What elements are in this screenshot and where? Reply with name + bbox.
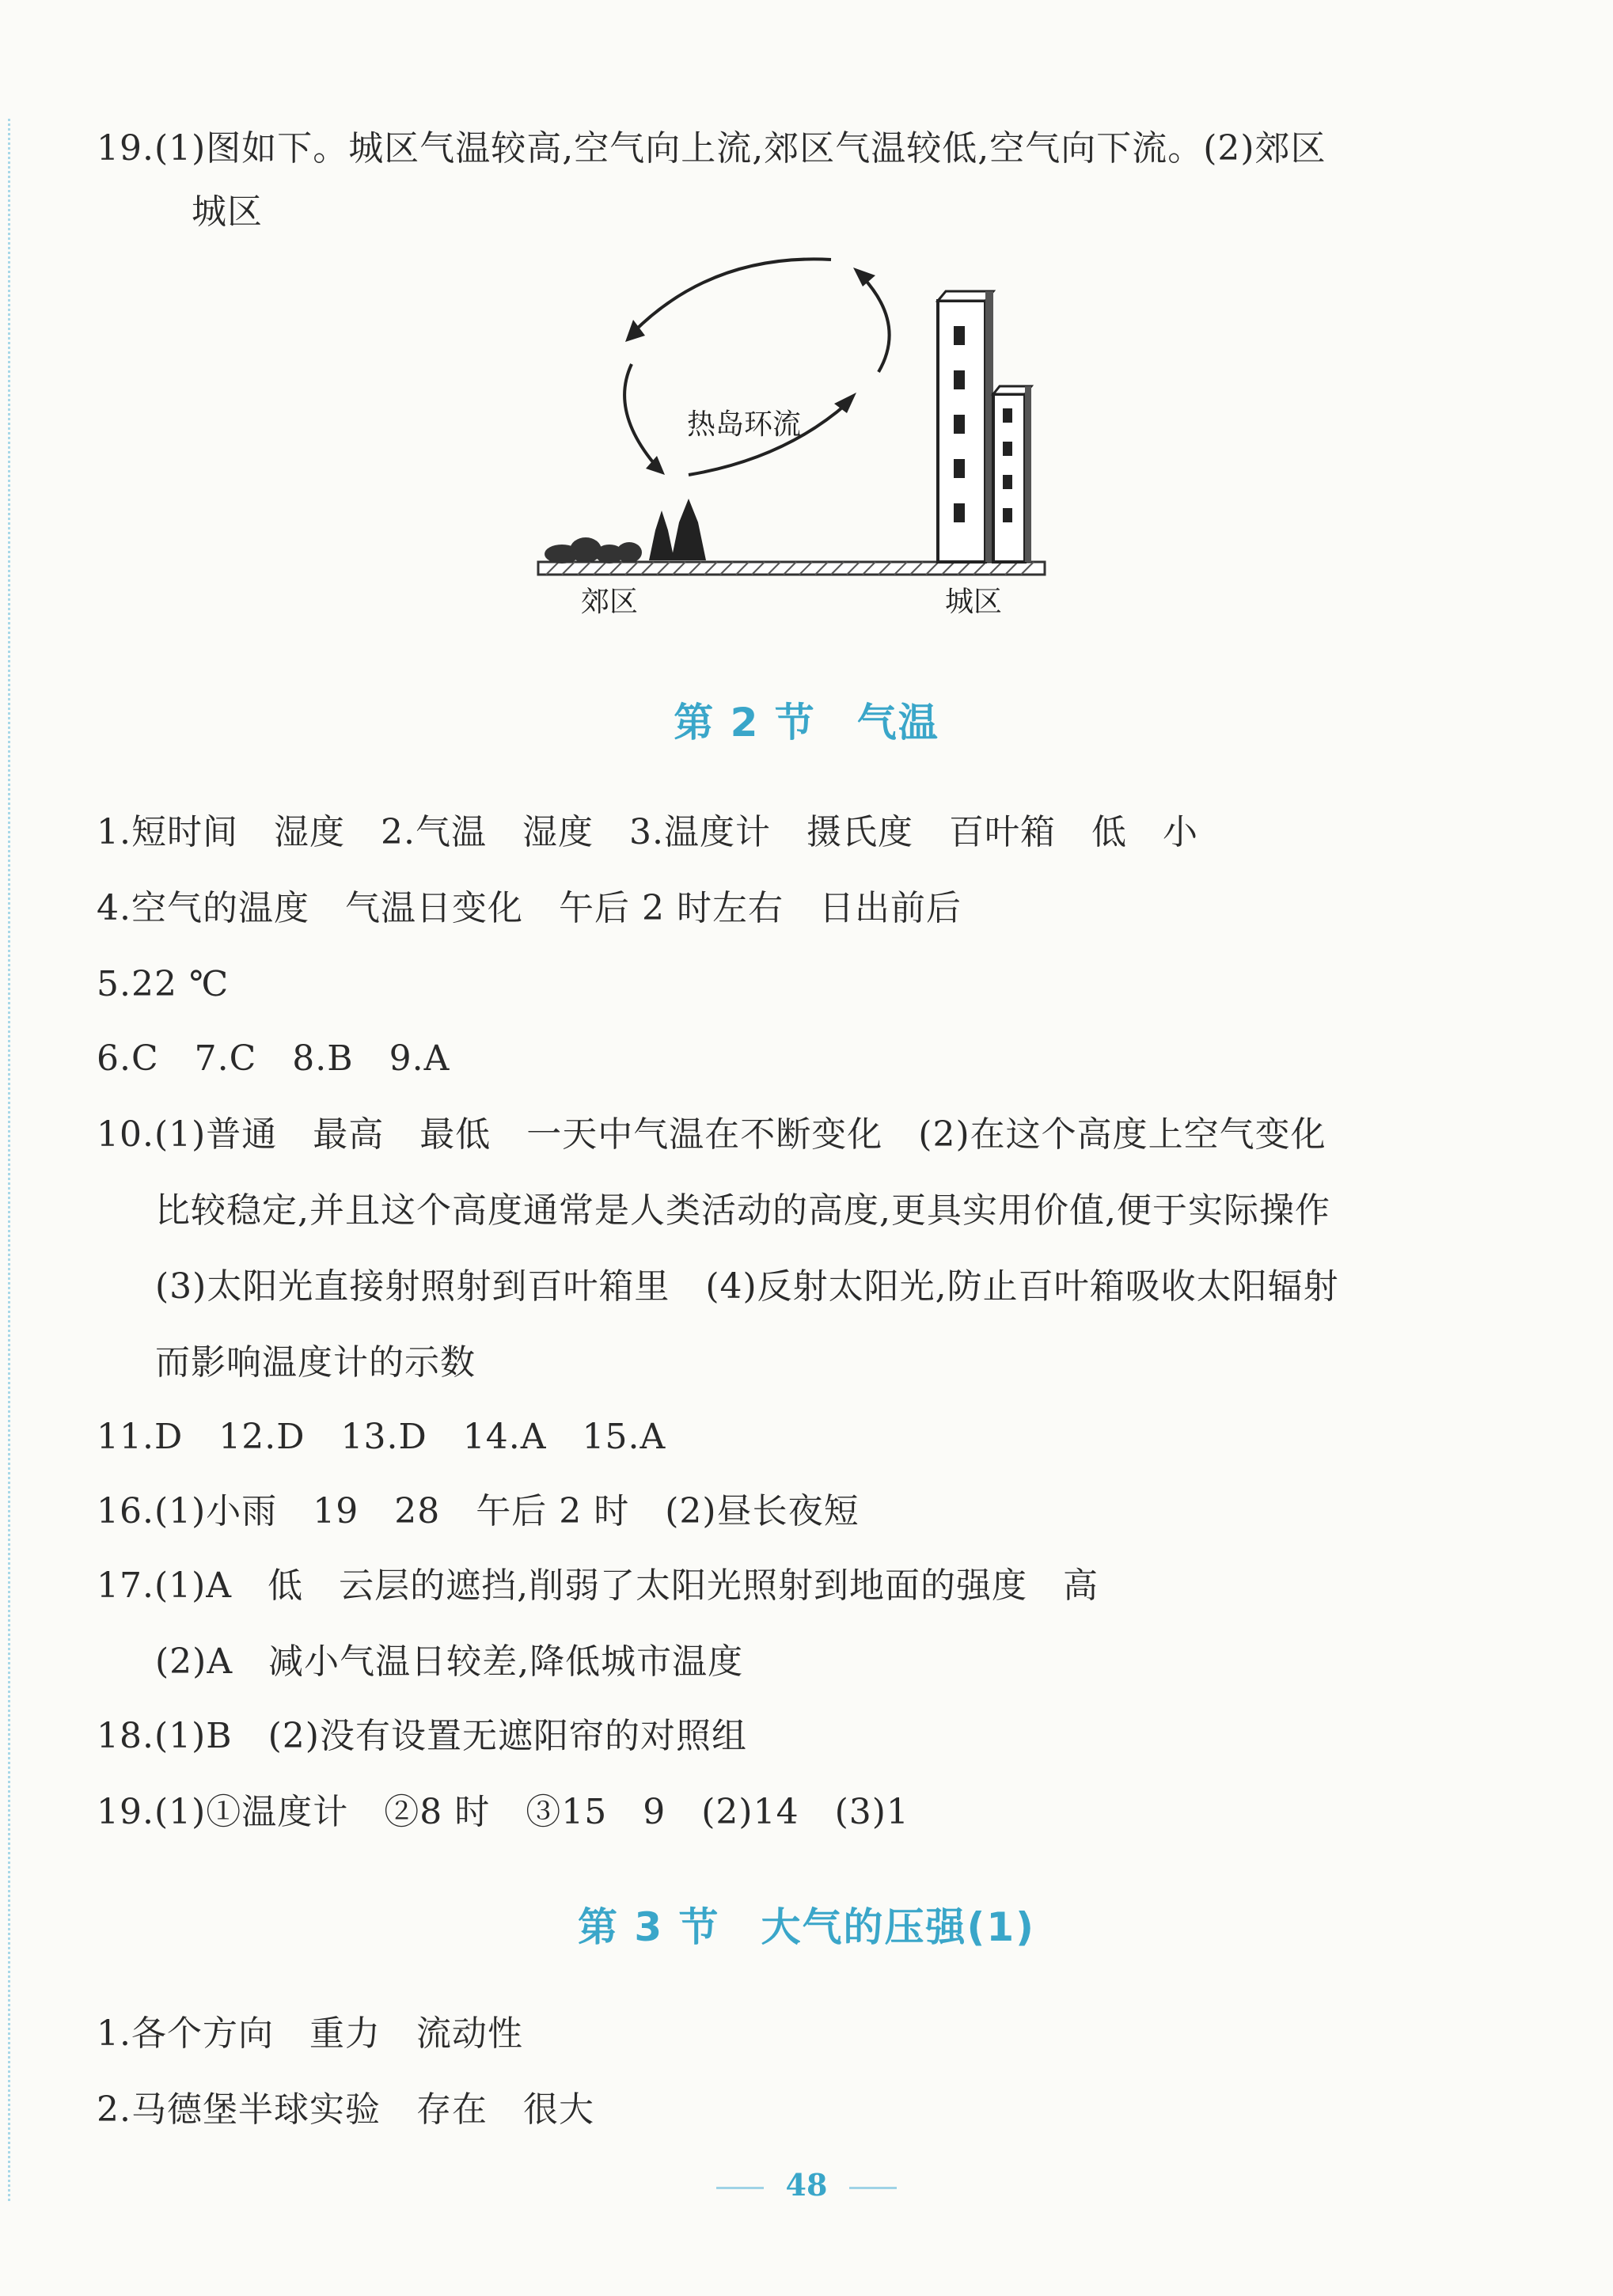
diagram-left-label: 郊区 bbox=[580, 586, 639, 618]
q19-line-1: 19.(1)图如下。城区气温较高,空气向上流,郊区气温较低,空气向下流。(2)郊区 bbox=[97, 128, 1326, 169]
short-building bbox=[993, 386, 1031, 562]
s2-line: 4.空气的温度 气温日变化 午后 2 时左右 日出前后 bbox=[97, 888, 962, 928]
page-number: 48 bbox=[785, 2167, 828, 2203]
heat-island-diagram bbox=[530, 237, 1068, 633]
s2-line: 而影响温度计的示数 bbox=[155, 1342, 476, 1383]
tree-icon bbox=[649, 499, 706, 560]
s2-line: 6.C 7.C 8.B 9.A bbox=[97, 1038, 450, 1079]
q19-line-2: 城区 bbox=[192, 192, 263, 232]
diagram-center-label: 热岛环流 bbox=[686, 408, 802, 441]
shrub-icon bbox=[545, 537, 642, 564]
circulation-arrows bbox=[624, 259, 890, 475]
s2-line: 5.22 ℃ bbox=[97, 964, 230, 1004]
margin-dotted-line bbox=[8, 119, 15, 2201]
s2-line: 19.(1)①温度计 ②8 时 ③15 9 (2)14 (3)1 bbox=[97, 1792, 909, 1832]
section-3-heading: 第 3 节 大气的压强(1) bbox=[577, 1904, 1036, 1950]
page-footer bbox=[0, 2167, 1613, 2203]
s2-line: 11.D 12.D 13.D 14.A 15.A bbox=[97, 1417, 666, 1457]
s2-line: 10.(1)普通 最高 最低 一天中气温在不断变化 (2)在这个高度上空气变化 bbox=[97, 1114, 1326, 1155]
s3-line: 2.马德堡半球实验 存在 很大 bbox=[97, 2089, 594, 2130]
s2-line: 16.(1)小雨 19 28 午后 2 时 (2)昼长夜短 bbox=[97, 1491, 860, 1531]
s2-line: 1.短时间 湿度 2.气温 湿度 3.温度计 摄氏度 百叶箱 低 小 bbox=[97, 812, 1198, 852]
arrow-heads bbox=[625, 268, 875, 475]
section-2-heading: 第 2 节 气温 bbox=[674, 700, 939, 746]
s2-line: 比较稳定,并且这个高度通常是人类活动的高度,更具实用价值,便于实际操作 bbox=[155, 1190, 1330, 1231]
diagram-right-label: 城区 bbox=[944, 586, 1003, 618]
s2-line: 18.(1)B (2)没有设置无遮阳帘的对照组 bbox=[97, 1716, 747, 1756]
s2-line: (2)A 减小气温日较差,降低城市温度 bbox=[155, 1641, 744, 1682]
s2-line: (3)太阳光直接射照射到百叶箱里 (4)反射太阳光,防止百叶箱吸收太阳辐射 bbox=[155, 1266, 1339, 1307]
s2-line: 17.(1)A 低 云层的遮挡,削弱了太阳光照射到地面的强度 高 bbox=[97, 1565, 1099, 1606]
footer-dash-right bbox=[849, 2187, 897, 2189]
tall-building bbox=[938, 291, 993, 562]
footer-dash-left bbox=[716, 2187, 764, 2189]
s3-line: 1.各个方向 重力 流动性 bbox=[97, 2013, 523, 2054]
